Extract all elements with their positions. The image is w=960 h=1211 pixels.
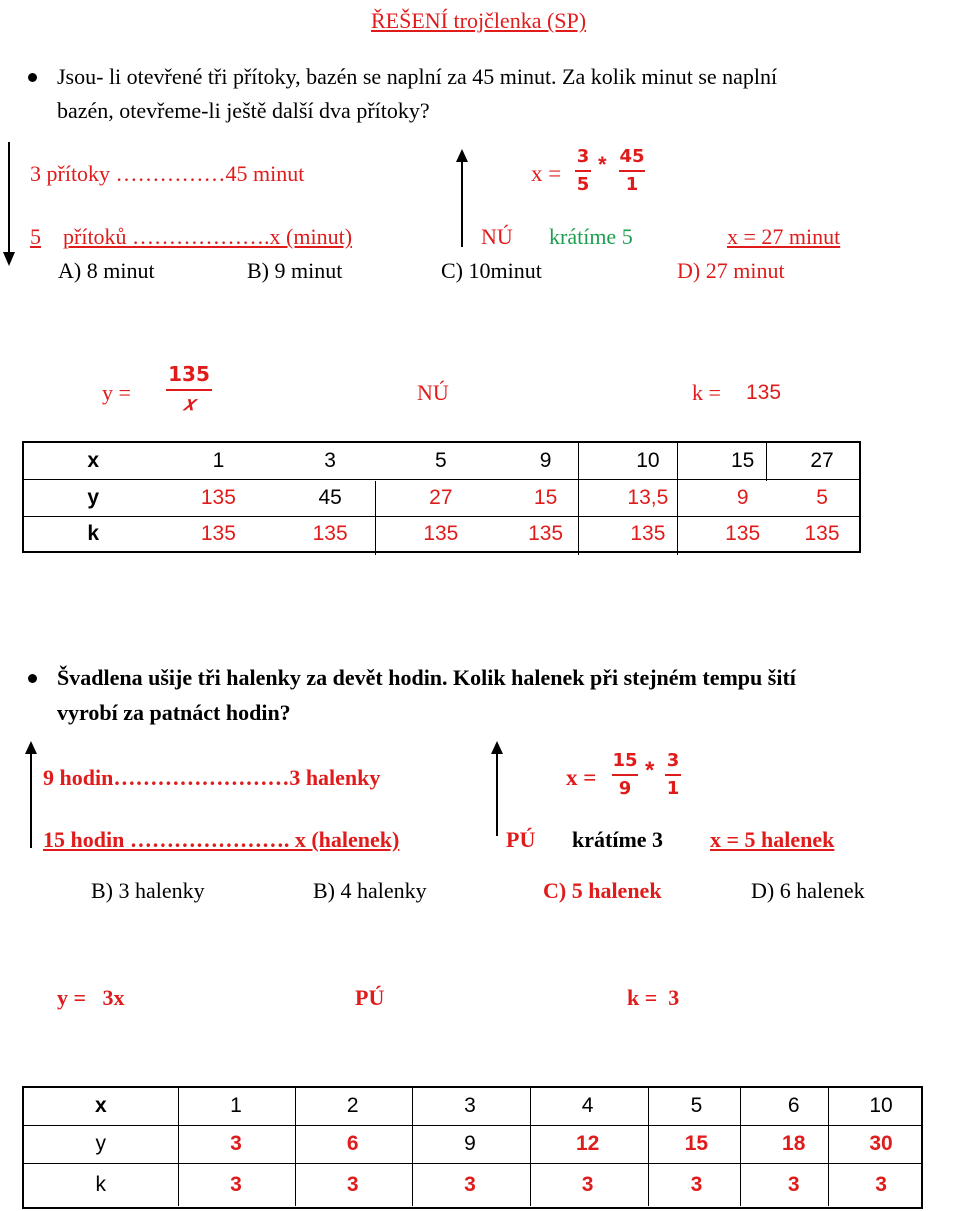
problem2-fraction-1 (612, 750, 638, 799)
problem1-text-line2: bazén, otevřeme-li ještě další dva přítoky? (57, 98, 430, 123)
fraction-numerator: 15 (612, 750, 638, 771)
table-cell: 3 (464, 1173, 476, 1197)
table-cell: 1 (163, 442, 275, 479)
page-title: ŘEŠENÍ trojčlenka (SP) (371, 8, 587, 33)
problem1-option-c: C) 10minut (441, 258, 542, 283)
problem1-formula-type: NÚ (417, 380, 449, 405)
problem1-formula-left: y = (102, 380, 131, 405)
table-row-label: y (23, 1125, 178, 1163)
problem2-option-b: B) 4 halenky (313, 878, 427, 903)
problem1-text-line1: Jsou- li otevřené tři přítoky, bazén se naplní za 45 minut. Za kolik minut se naplní (57, 64, 778, 89)
problem1-times: * (598, 152, 607, 177)
problem2-text-line1: Švadlena ušije tři halenky za devět hodin. Kolik halenek při stejném tempu šití (57, 665, 796, 690)
table-cell: 13,5 (595, 479, 700, 516)
table-cell: 6 (294, 1125, 411, 1163)
problem1-option-b: B) 9 minut (247, 258, 343, 283)
table-cell: 15 (496, 479, 596, 516)
table-row (23, 479, 860, 516)
table-row (23, 1163, 922, 1208)
table-divider (530, 1088, 531, 1206)
table-row-label: y (23, 479, 163, 516)
table-cell: 4 (529, 1087, 647, 1125)
bullet-1 (28, 73, 37, 82)
up-arrow-icon (488, 740, 508, 840)
table-cell: 12 (529, 1125, 647, 1163)
table-row (23, 1125, 922, 1163)
problem2-pu: PÚ (506, 827, 536, 852)
table-cell: 5 (647, 1087, 747, 1125)
problem1-formula-fraction (166, 362, 212, 416)
problem1-kratime: krátíme 5 (549, 224, 633, 249)
problem2-option-c: C) 5 halenek (543, 878, 662, 903)
problem1-row2: přítoků ……………….x (minut) (63, 224, 353, 249)
table-cell: 15 (647, 1125, 747, 1163)
table-cell: 9 (700, 479, 785, 516)
problem2-option-d: D) 6 halenek (751, 878, 865, 903)
table-cell: 3 (875, 1173, 887, 1197)
table-divider (578, 443, 579, 555)
problem1-option-a: A) 8 minut (58, 258, 155, 283)
table-cell: 3 (274, 442, 386, 479)
problem2-times: * (645, 757, 655, 784)
table-cell: 45 (274, 479, 386, 516)
problem2-table (22, 1086, 923, 1209)
table-cell: 3 (411, 1087, 529, 1125)
table-divider (828, 1088, 829, 1206)
table-cell: 3 (581, 1173, 594, 1197)
problem2-k: k = 3 (627, 985, 680, 1010)
table-cell: 135 (528, 521, 564, 545)
problem1-result: x = 27 minut (727, 224, 841, 249)
table-cell: 9 (411, 1125, 529, 1163)
table-cell: 135 (804, 521, 840, 545)
table-cell: 30 (841, 1125, 922, 1163)
table-cell: 10 (841, 1087, 922, 1125)
up-arrow-icon (22, 740, 42, 850)
table-divider (375, 481, 376, 555)
table-divider (295, 1088, 296, 1206)
fraction-denominator: 𝑥 (183, 393, 195, 415)
problem1-fraction-2 (619, 146, 645, 195)
problem1-k-label: k = (692, 380, 721, 405)
problem2-fraction-2 (665, 750, 681, 799)
fraction-denominator: 5 (576, 174, 590, 195)
table-cell: 1 (178, 1087, 295, 1125)
fraction-numerator: 135 (168, 362, 210, 386)
table-cell: 135 (725, 521, 761, 545)
table-cell: 3 (178, 1125, 295, 1163)
table-cell: 135 (423, 521, 459, 545)
table-cell: 3 (346, 1173, 359, 1197)
table-cell: 10 (595, 442, 700, 479)
table-cell: 3 (690, 1173, 703, 1197)
table-cell: 135 (200, 521, 236, 545)
table-cell: 5 (386, 442, 496, 479)
problem1-x-eq: x = (531, 161, 562, 186)
problem2-x-eq: x = (566, 765, 597, 790)
table-cell: 15 (700, 442, 785, 479)
table-row (23, 516, 860, 552)
table-row-label: x (23, 442, 163, 479)
problem2-option-a: B) 3 halenky (91, 878, 205, 903)
fraction-denominator: 1 (666, 778, 680, 799)
problem1-row1: 3 přítoky ……………45 minut (30, 161, 305, 186)
table-row-label: k (95, 1173, 107, 1197)
table-cell: 5 (785, 479, 860, 516)
problem1-k-value: 135 (746, 381, 782, 404)
table-divider (677, 443, 678, 555)
table-cell: 27 (386, 479, 496, 516)
problem2-result: x = 5 halenek (710, 827, 835, 852)
table-cell: 2 (294, 1087, 411, 1125)
table-cell: 3 (787, 1173, 800, 1197)
problem2-kratime: krátíme 3 (572, 827, 664, 852)
problem1-option-d: D) 27 minut (677, 258, 785, 283)
up-arrow-icon (452, 148, 472, 248)
bullet-2 (28, 674, 37, 683)
table-divider (740, 1088, 741, 1206)
table-divider (178, 1088, 179, 1206)
problem1-row2-number: 5 (30, 224, 41, 249)
fraction-numerator: 45 (619, 146, 645, 167)
table-divider (412, 1088, 413, 1206)
table-divider (766, 443, 767, 481)
fraction-denominator: 1 (625, 174, 639, 195)
table-divider (648, 1088, 649, 1206)
table-cell: 18 (746, 1125, 841, 1163)
table-row (23, 1087, 922, 1125)
table-row-label: k (87, 521, 100, 545)
fraction-numerator: 3 (576, 146, 590, 167)
problem2-row1: 9 hodin……………………3 halenky (43, 765, 381, 790)
problem2-formula-type: PÚ (355, 985, 385, 1010)
table-cell: 3 (230, 1173, 242, 1197)
fraction-denominator: 9 (618, 778, 632, 799)
table-cell: 135 (163, 479, 275, 516)
table-cell: 9 (496, 442, 596, 479)
table-cell: 6 (746, 1087, 841, 1125)
table-cell: 135 (312, 521, 348, 545)
problem2-text-line2: vyrobí za patnáct hodin? (57, 700, 291, 725)
table-row (23, 442, 860, 479)
problem2-formula: y = 3x (57, 985, 125, 1010)
problem2-row2: 15 hodin …………………. x (halenek) (43, 827, 400, 852)
table-row-label: x (23, 1087, 178, 1125)
problem1-nu: NÚ (481, 224, 513, 249)
problem1-fraction-1 (575, 146, 591, 195)
table-cell: 135 (630, 521, 666, 545)
down-arrow-icon (0, 140, 20, 270)
fraction-numerator: 3 (666, 750, 680, 771)
table-cell: 27 (785, 442, 860, 479)
problem1-table (22, 441, 861, 553)
